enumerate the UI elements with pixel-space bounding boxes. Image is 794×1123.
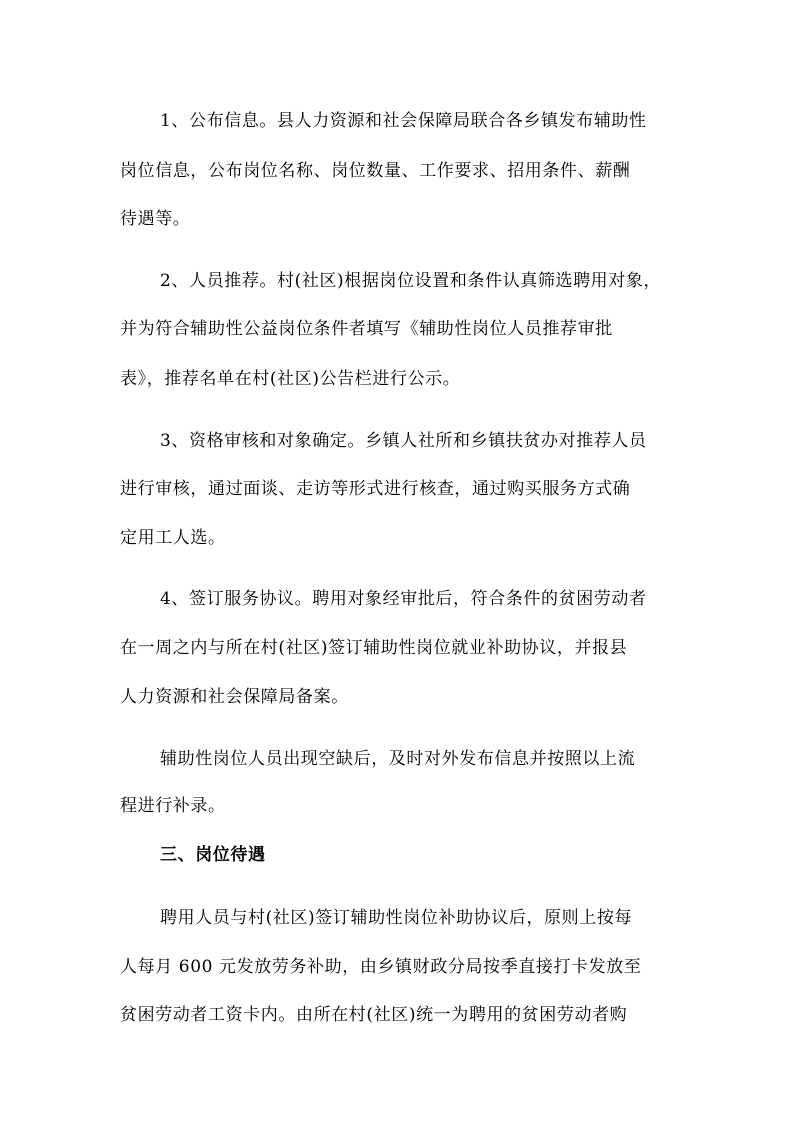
paragraph-3-line-3: 定用工人选。 — [120, 528, 226, 548]
paragraph-4-line-2: 在一周之内与所在村(社区)签订辅助性岗位就业补助协议，并报县 — [120, 638, 628, 658]
section-heading: 三、岗位待遇 — [160, 845, 266, 865]
paragraph-4-line-3: 人力资源和社会保障局备案。 — [120, 687, 349, 707]
paragraph-6-line-2: 人每月 600 元发放劳务补助，由乡镇财政分局按季直接打卡发放至 — [120, 957, 642, 977]
paragraph-5-line-1: 辅助性岗位人员出现空缺后，及时对外发布信息并按照以上流 — [160, 749, 636, 769]
paragraph-3-line-2: 进行审核，通过面谈、走访等形式进行核查，通过购买服务方式确 — [120, 479, 631, 499]
paragraph-1-line-1: 1、公布信息。县人力资源和社会保障局联合各乡镇发布辅助性 — [160, 111, 647, 131]
paragraph-4-line-1: 4、签订服务协议。聘用对象经审批后，符合条件的贫困劳动者 — [160, 589, 647, 609]
paragraph-1-line-3: 待遇等。 — [120, 209, 191, 229]
paragraph-3-line-1: 3、资格审核和对象确定。乡镇人社所和乡镇扶贫办对推荐人员 — [160, 431, 647, 451]
paragraph-5-line-2: 程进行补录。 — [120, 796, 226, 816]
paragraph-6-line-3: 贫困劳动者工资卡内。由所在村(社区)统一为聘用的贫困劳动者购 — [120, 1005, 628, 1025]
paragraph-6-line-1: 聘用人员与村(社区)签订辅助性岗位补助协议后，原则上按每 — [160, 908, 633, 928]
paragraph-1-line-2: 岗位信息，公布岗位名称、岗位数量、工作要求、招用条件、薪酬 — [120, 161, 631, 181]
paragraph-2-line-3: 表》，推荐名单在村(社区)公告栏进行公示。 — [120, 369, 461, 389]
paragraph-2-line-1: 2、人员推荐。村(社区)根据岗位设置和条件认真筛选聘用对象， — [160, 271, 662, 291]
paragraph-2-line-2: 并为符合辅助性公益岗位条件者填写《辅助性岗位人员推荐审批 — [120, 319, 613, 339]
